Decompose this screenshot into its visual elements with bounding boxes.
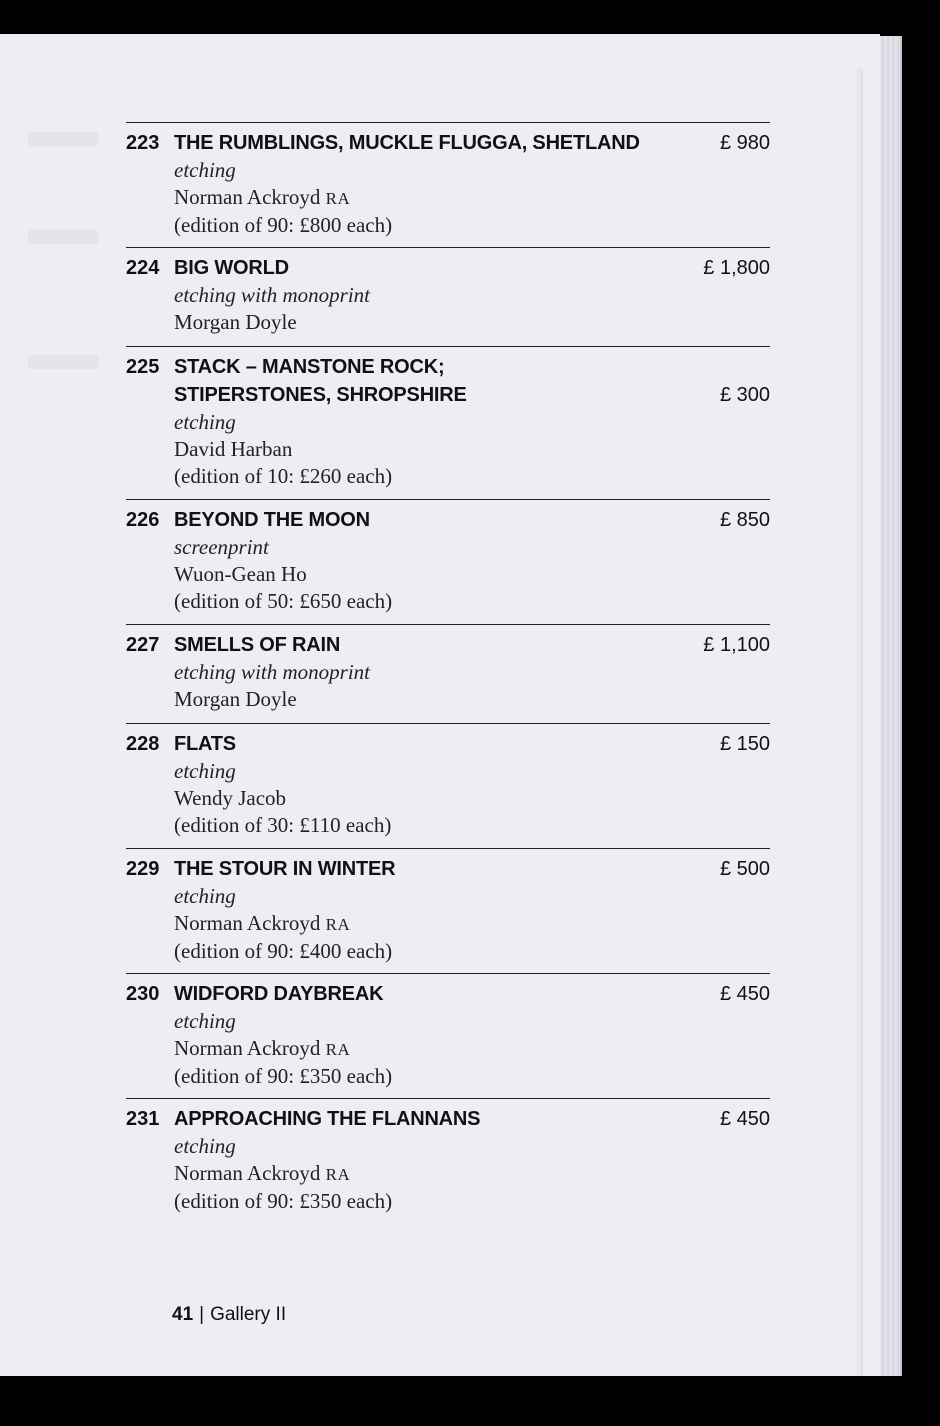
entry-edition: (edition of 90: £800 each) [174,213,393,237]
entry-edition: (edition of 90: £350 each) [174,1064,393,1088]
entry-medium: etching [174,158,236,182]
entry-price: £ 1,100 [703,634,770,656]
entry-number: 231 [126,1108,160,1130]
entry-price: £ 850 [719,509,770,531]
artist-name: Norman Ackroyd [174,911,321,935]
entry-edition: (edition of 90: £400 each) [174,939,393,963]
entry-price: £ 150 [719,733,770,755]
artist-suffix: RA [325,189,351,208]
entry-title: FLATS [174,733,236,755]
artist-name: Wuon-Gean Ho [174,562,307,586]
entry-price: £ 500 [719,858,770,880]
catalogue-entry [126,624,770,723]
entry-medium: etching with monoprint [174,283,370,307]
entry-price: £ 300 [719,384,770,406]
entry-artist [174,1035,770,1063]
entry-number: 223 [126,132,160,154]
catalogue-entry [126,723,770,848]
catalogue-entry [126,499,770,624]
entry-edition: (edition of 90: £350 each) [174,1189,393,1213]
entry-medium: screenprint [174,535,269,559]
entry-number: 226 [126,509,160,531]
catalogue-entry [126,122,770,247]
page-shadow [855,68,863,1410]
entry-artist [174,785,770,812]
catalogue-entry [126,848,770,973]
entry-title: BEYOND THE MOON [174,509,370,531]
entry-title: THE STOUR IN WINTER [174,858,396,880]
entry-medium: etching [174,410,236,434]
entry-title [174,353,720,409]
entry-price: £ 980 [719,132,770,154]
entry-edition: (edition of 10: £260 each) [174,464,393,488]
entry-number: 230 [126,983,160,1005]
artist-name: Wendy Jacob [174,786,287,810]
artist-suffix: RA [325,1040,351,1059]
artist-name: Norman Ackroyd [174,1036,321,1060]
entry-medium: etching with monoprint [174,660,370,684]
catalogue-entry [126,973,770,1098]
entry-price: £ 1,800 [703,257,770,279]
entry-price: £ 450 [719,983,770,1005]
entry-number: 224 [126,257,160,279]
artist-name: Morgan Doyle [174,687,297,711]
entry-artist [174,309,770,336]
entry-title: APPROACHING THE FLANNANS [174,1108,481,1130]
artist-name: David Harban [174,437,293,461]
entry-artist [174,910,770,938]
artist-name: Norman Ackroyd [174,1161,321,1185]
catalogue-entry [126,247,770,346]
catalogue-entry [126,1098,770,1223]
entry-medium: etching [174,759,236,783]
catalogue-entry [126,346,770,499]
page-footer [172,1304,286,1326]
artist-suffix: RA [325,915,351,934]
entry-medium: etching [174,1009,236,1033]
entry-artist [174,184,770,212]
entry-title-line: STIPERSTONES, SHROPSHIRE [174,384,467,406]
entry-medium: etching [174,884,236,908]
entry-number: 225 [126,356,160,378]
entry-artist [174,686,770,713]
entry-title: BIG WORLD [174,257,289,279]
entry-number: 227 [126,634,160,656]
entry-edition: (edition of 50: £650 each) [174,589,393,613]
entry-number: 229 [126,858,160,880]
entry-artist [174,436,770,463]
entry-number: 228 [126,733,160,755]
footer-separator: | [199,1304,205,1325]
entry-title: SMELLS OF RAIN [174,634,341,656]
section-name: Gallery II [210,1304,287,1325]
page-number: 41 [172,1304,194,1325]
entry-price: £ 450 [719,1108,770,1130]
entry-title: THE RUMBLINGS, MUCKLE FLUGGA, SHETLAND [174,132,640,154]
entry-medium: etching [174,1134,236,1158]
artist-suffix: RA [325,1165,351,1184]
entry-title-line: STACK – MANSTONE ROCK; [174,356,445,378]
entry-artist [174,561,770,588]
artist-name: Norman Ackroyd [174,185,321,209]
entry-title: WIDFORD DAYBREAK [174,983,384,1005]
catalogue-list [126,122,770,1223]
entry-artist [174,1160,770,1188]
artist-name: Morgan Doyle [174,310,297,334]
entry-edition: (edition of 30: £110 each) [174,813,392,837]
